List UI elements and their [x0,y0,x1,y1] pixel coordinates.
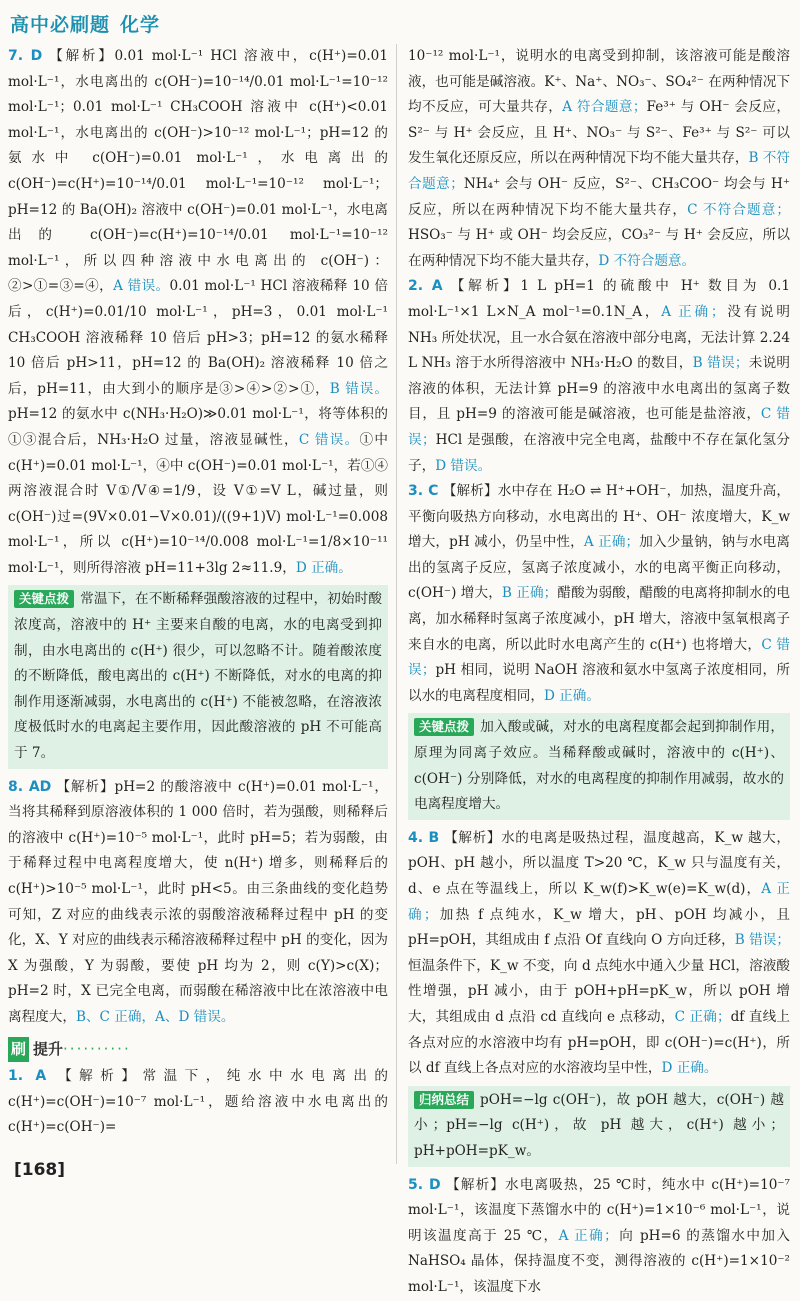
key-tip-box [8,585,388,768]
analysis-text: HSO₃⁻ 与 H⁺ 或 OH⁻ 均会反应，CO₃²⁻ 与 H⁺ 会反应，所以在两种情况下均不能大量共存， [408,227,790,269]
analysis-text: 加热 f 点纯水，K_w 增大，pH、pOH 均减小，且 pH=pOH，其组成由 f 点沿 Of 直线向 O 方向迁移， [408,906,790,949]
option-verdict: D 错误。 [435,457,492,474]
question-number: 4. B [408,829,440,846]
column-divider [396,44,397,1164]
answer-7 [8,44,388,581]
analysis-text: 恒温条件下，K_w 不变，向 d 点纯水中通入少量 HCl，溶液酸性增强，pH 减小，由于 pOH+pH=pK_w，所以 pOH 增大，其组成由 d 点沿 cd 直线向 e 点移动， [408,957,790,1025]
analysis-text: 加入少量钠，钠与水电离出的氢离子反应，氢离子浓度减小，水的电离平衡正向移动，c(OH⁻) 增大， [408,534,790,602]
analysis-text: 0.01 mol·L⁻¹ HCl 溶液稀释 10 倍后，c(H⁺)=0.01/10 mol·L⁻¹，pH=3，0.01 mol·L⁻¹ CH₃COOH 溶液稀释 10 倍后 pH>3；pH=12 的氨水稀释 10 倍后 pH>11，pH=12 的 Ba(OH)₂ 溶液稀释 10 倍之后，pH=11，由大到小的顺序是③>④>②>①， [8,278,388,397]
analysis-text: 10⁻¹² mol·L⁻¹，说明水的电离受到抑制，该溶液可能是酸溶液，也可能是碱溶液。K⁺、Na⁺、NO₃⁻、SO₄²⁻ 在两种情况下均不反应，可大量共存， [408,48,790,116]
analysis-text: 【解析】水中存在 H₂O ⇌ H⁺+OH⁻，加热，温度升高，平衡向吸热方向移动，水电离出的 H⁺、OH⁻ 浓度增大，K_w 增大，pH 减小，仍呈中性， [408,483,790,551]
analysis-text: 向 pH=6 的蒸馏水中加入 NaHSO₄ 晶体，保持温度不变，测得溶液的 c(H⁺)=1×10⁻² mol·L⁻¹，该温度下水 [408,1227,790,1295]
book-name: 高中必刷题 [10,14,111,36]
subject-name: 化学 [120,14,161,36]
answer-5 [408,1173,790,1301]
book-title [10,10,160,37]
option-verdict: D 正确。 [543,687,600,704]
analysis-text: 【解析】0.01 mol·L⁻¹ HCl 溶液中，c(H⁺)=0.01 mol·L⁻¹，水电离出的 c(OH⁻)=10⁻¹⁴/0.01 mol·L⁻¹=10⁻¹² mol·L⁻¹；0.01 mol·L⁻¹ CH₃COOH 溶液中 c(H⁺)<0.01 mol·L⁻¹，水电离出的 c(OH⁻)>10⁻¹² mol·L⁻¹；pH=12 的氨水中 c(OH⁻)=0.01 mol·L⁻¹，水电离出的 c(OH⁻)=c(H⁺)=10⁻¹⁴/0.01 mol·L⁻¹=10⁻¹² mol·L⁻¹；pH=12 的 Ba(OH)₂ 溶液中 c(OH⁻)=0.01 mol·L⁻¹，水电离出的 c(OH⁻)=c(H⁺)=10⁻¹⁴/0.01 mol·L⁻¹=10⁻¹² mol·L⁻¹，所以四种溶液中水电离出的 c(OH⁻)：②>①=③=④， [8,48,388,295]
option-verdict: B 错误； [734,932,790,949]
option-verdict: C 错误。 [298,431,360,448]
option-verdict: B 正确； [501,585,558,602]
option-verdict: C 错误； [408,406,790,448]
option-verdict: A 正确； [661,303,725,320]
analysis-text: ①中 c(H⁺)=0.01 mol·L⁻¹，④中 c(OH⁻)=0.01 mol·L⁻¹，若①④两溶液混合时 V①/V④=1/9，设 V①=V L，碱过量，则 c(OH⁻)过=(9V×0.01−V×0.01)/((9+1)V) mol·L⁻¹=0.008 mol·L⁻¹，所以 c(H⁺)=10⁻¹⁴/0.008 mol·L⁻¹=1/8×10⁻¹¹ mol·L⁻¹，则所得溶液 pH=11+3lg 2≈11.9， [8,431,388,576]
option-verdict: A 正确； [558,1227,618,1244]
analysis-text: 【解析】水电离吸热，25 ℃时，纯水中 c(H⁺)=10⁻⁷ mol·L⁻¹，该温度下蒸馏水中的 c(H⁺)=1×10⁻⁶ mol·L⁻¹，说明该温度高于 25 ℃， [408,1176,790,1244]
question-number: 2. A [408,278,443,295]
tip-tag: 归纳总结 [414,1091,474,1109]
tip-text: pOH=−lg c(OH⁻)，故 pOH 越大，c(OH⁻) 越小；pH=−lg c(H⁺)，故 pH 越大，c(H⁺) 越小；pH+pOH=pK_w。 [414,1091,784,1159]
option-verdict: B 不符合题意； [408,150,791,192]
option-verdict: A 错误。 [113,278,170,295]
answer-4 [408,826,790,1082]
analysis-text: df 直线上各点对应的水溶液中均有 pH=pOH，即 c(OH⁻)=c(H⁺)，所以 df 直线上各点对应的水溶液均呈中性， [408,1008,790,1077]
question-number: 5. D [408,1176,441,1193]
question-number: 8. AD [8,778,52,795]
section-label: 提升 [33,1039,64,1058]
tip-tag: 关键点拨 [414,718,474,736]
option-verdict: D 不符合题意。 [598,252,696,269]
answer-1-continued [408,44,790,274]
option-verdict: C 错误； [408,636,790,679]
analysis-text: 醋酸为弱酸，醋酸的电离将抑制水的电离，加水稀释时氢离子浓度减小，pH 增大，溶液中氢氧根离子来自水的电离，所以此时水电离产生的 c(H⁺) 也将增大， [408,585,791,653]
option-verdict: D 正确。 [295,559,352,576]
option-verdict: A 符合题意； [562,99,647,116]
analysis-text: NH₄⁺ 会与 OH⁻ 反应，S²⁻、CH₃COO⁻ 均会与 H⁺ 反应，所以在两种情况下均不能大量共存， [408,175,790,218]
analysis-text: pH=12 的氨水中 c(NH₃·H₂O)≫0.01 mol·L⁻¹，将等体积的①③混合后，NH₃·H₂O 过量，溶液显碱性， [8,406,388,448]
tip-text: 常温下，在不断稀释强酸溶液的过程中，初始时酸浓度高，溶液中的 H⁺ 主要来自酸的电离，水的电离受到抑制，由水电离出的 c(H⁺) 很少，可以忽略不计。随着酸浓度的不断降低，酸电离出的 c(H⁺) 不断降低，对水的电离的抑制作用逐渐减弱，水电离出的 c(H⁺) 不能被忽略，在溶液浓度极低时水的电离起主要作用，因此酸溶液的 pH 不可能高于 7。 [14,591,382,762]
analysis-text: 【解析】1 L pH=1 的硫酸中 H⁺ 数目为 0.1 mol·L⁻¹×1 L×N_A mol⁻¹=0.1N_A， [408,278,790,320]
option-verdict: A 正确； [408,881,791,923]
right-column [408,44,790,1301]
section-mark: 刷 [8,1037,29,1063]
analysis-text: 【解析】pH=2 的酸溶液中 c(H⁺)=0.01 mol·L⁻¹，当将其稀释到原溶液体积的 1 000 倍时，若为强酸，则稀释后的溶液中 c(H⁺)=10⁻⁵ mol·L⁻¹，此时 pH=5；若为弱酸，由于稀释过程中电离程度增大，使 n(H⁺) 增多，则稀释后的 c(H⁺)>10⁻⁵ mol·L⁻¹，此时 pH<5。由三条曲线的变化趋势可知，Z 对应的曲线表示浓的弱酸溶液稀释过程中 pH 的变化，X、Y 对应的曲线表示稀溶液稀释过程中 pH 的变化，因为 X 为强酸，Y 为弱酸，要使 pH 均为 2，则 c(Y)>c(X)；pH=2 时，X 已完全电离，而弱酸在稀溶液中比在浓溶液中电离程度大， [8,778,389,1025]
analysis-text: pH 相同，说明 NaOH 溶液和氨水中氢离子浓度相同，所以水的电离程度相同， [408,662,790,704]
tip-text: 加入酸或碱，对水的电离程度都会起到抑制作用，原理为同离子效应。当稀释酸或碱时，溶液中的 c(H⁺)、c(OH⁻) 分别降低，对水的电离程度的抑制作用减弱，故水的电离程度增大。 [414,719,784,813]
section-heading: 刷 提升·········· [8,1037,388,1063]
analysis-text: 【解析】常温下，纯水中水电离出的 c(H⁺)=c(OH⁻)=10⁻⁷ mol·L⁻¹，题给溶液中水电离出的 c(H⁺)=c(OH⁻)= [8,1068,388,1136]
answer-3 [408,479,790,709]
question-number: 1. A [8,1068,47,1085]
option-verdict: B 错误； [692,355,749,372]
tip-tag: 关键点拨 [14,590,74,608]
page-header [0,0,800,42]
option-verdict: D 正确。 [661,1060,718,1077]
analysis-text: 未说明溶液的体积，无法计算 pH=9 的溶液中水电离出的氢离子数目，且 pH=9 的溶液可能是碱溶液，也可能是盐溶液， [408,355,791,423]
option-verdict: C 不符合题意； [687,201,790,218]
left-column [8,44,388,1141]
option-verdict: B、C 正确，A、D 错误。 [75,1008,235,1025]
question-number: 3. C [408,483,439,500]
answer-1 [8,1064,388,1141]
answer-8 [8,775,388,1031]
option-verdict: C 正确； [674,1008,731,1025]
question-number: 7. D [8,48,43,64]
summary-box [408,1086,790,1167]
key-tip-box [408,713,790,819]
analysis-text: Fe³⁺ 与 OH⁻ 会反应，S²⁻ 与 H⁺ 会反应，且 H⁺、NO₃⁻ 与 S²⁻、Fe³⁺ 与 S²⁻ 可以发生氧化还原反应，所以在两种情况下均不能大量共存， [408,99,791,167]
analysis-text: 没有说明 NH₃ 所处状况，且一水合氨在溶液中部分电离，无法计算 2.24 L NH₃ 溶于水所得溶液中 NH₃·H₂O 的数目， [408,303,790,372]
option-verdict: A 正确； [583,534,640,551]
page-number: [168] [14,1160,66,1180]
analysis-text: 【解析】水的电离是吸热过程，温度越高，K_w 越大，pOH、pH 越小，所以温度 T>20 ℃，K_w 只与温度有关，d、e 点在等温线上，所以 K_w(f)>K_w(e)=K_w(d)， [408,829,790,897]
analysis-text: HCl 是强酸，在溶液中完全电离，盐酸中不存在氯化氢分子， [408,431,790,474]
answer-2 [408,274,790,479]
option-verdict: B 错误。 [329,380,389,397]
